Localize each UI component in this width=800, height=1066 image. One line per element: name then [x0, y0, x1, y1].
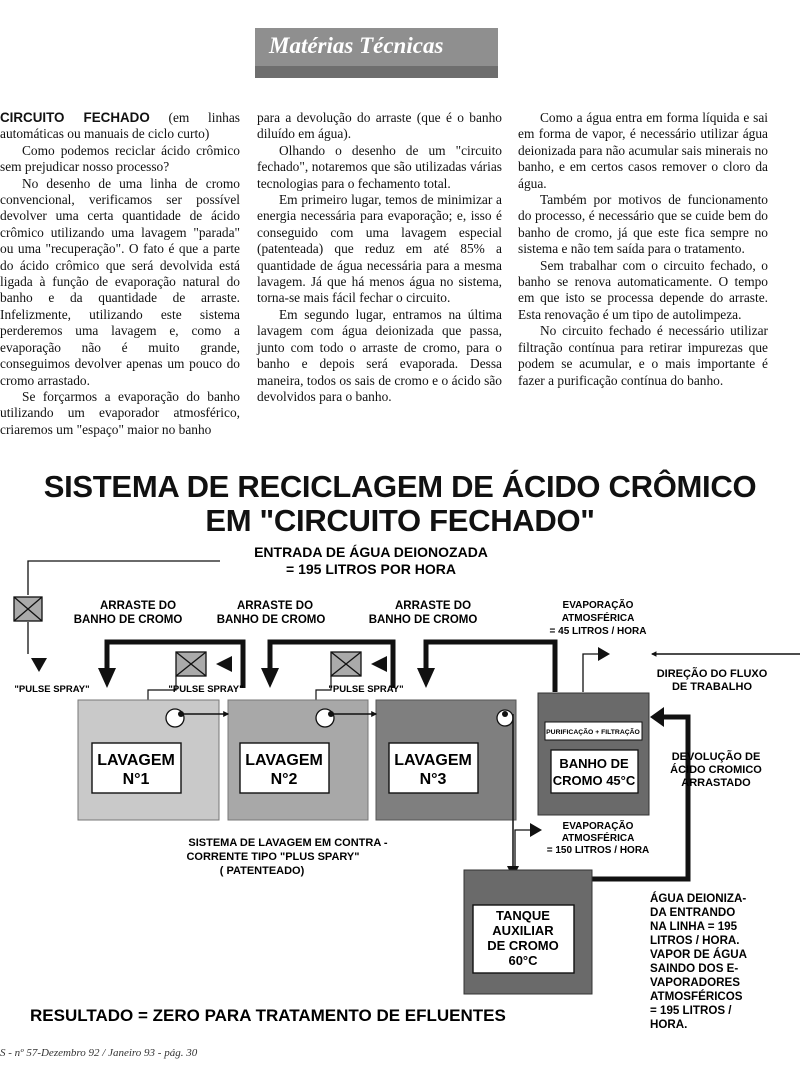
water-inlet-pipe	[28, 561, 220, 595]
paragraph: Como podemos reciclar ácido crômico sem prejudicar nosso processo?	[0, 142, 240, 175]
paragraph: Sem trabalhar com o circuito fechado, o banho se renova automaticamente. O tempo em que isto se processa depende do arraste. Esta renovação é um tipo de autolimpeza.	[518, 257, 768, 322]
rinse-2-label-b: N°2	[270, 771, 298, 788]
spray-nozzle-icon	[31, 658, 47, 672]
drag-label-1a: ARRASTE DO	[99, 600, 177, 612]
paragraph: Se forçarmos a evaporação do banho utilizando um evaporador atmosférico, criaremos um "espaço" maior no banho	[0, 388, 240, 437]
diagram-title-line-1: SISTEMA DE RECICLAGEM DE ÁCIDO CRÔMICO	[43, 469, 757, 504]
bath-label-b: CROMO 45°C	[552, 773, 636, 788]
return-label-1: DEVOLUÇÃO DE	[671, 751, 761, 763]
pulse-spray-label-2: "PULSE SPRAY"	[168, 684, 244, 695]
paragraph: Olhando o desenho de um "circuito fechado", notaremos que são utilizadas várias tecnologias para o fechamento total.	[257, 142, 502, 191]
drag-arrow-3-head	[417, 668, 435, 688]
return-arrow-head	[650, 707, 664, 727]
aux-evap-label-1: EVAPORAÇÃO	[562, 821, 634, 832]
flow-direction-label-1: DIREÇÃO DO FLUXO	[656, 668, 768, 680]
pulse-spray-valve-icon	[331, 652, 361, 676]
system-label-2: CORRENTE TIPO "PLUS SPARY"	[186, 851, 360, 863]
drag-arrow-2-head	[261, 668, 279, 688]
bath-vapor-pipe	[583, 654, 600, 692]
water-inlet-label-1: ENTRADA DE ÁGUA DEIONOZADA	[254, 544, 488, 560]
paragraph: Em primeiro lugar, temos de minimizar a energia necessária para evaporação; e, isso é conseguido com uma lavagem especial (patenteada) que reduz em até 85% a quantidade de água necessária para a mesma lavagem. Já que há menos água no sistema, torna-se mais fácil fechar o circuito.	[257, 192, 502, 306]
aux-evap-label-2: ATMOSFÉRICA	[561, 833, 635, 844]
aux-vapor-arrow	[530, 823, 542, 837]
aux-label-d: 60°C	[508, 953, 538, 968]
diagram-title-line-2: EM "CIRCUITO FECHADO"	[205, 503, 595, 538]
rinse-3-label-b: N°3	[419, 771, 447, 788]
bath-evap-label-3: = 45 LITROS / HORA	[549, 626, 647, 637]
note-line: LITROS / HORA.	[650, 934, 740, 947]
pulse-spray-valve-icon	[14, 597, 42, 621]
rinse-1-label-b: N°1	[122, 771, 150, 788]
drag-label-2a: ARRASTE DO	[236, 600, 314, 612]
aux-vapor-pipe	[515, 830, 532, 869]
drag-label-3a: ARRASTE DO	[394, 600, 472, 612]
paragraph: Em segundo lugar, entramos na última lavagem com água deionizada que passa, junto com todo o arraste de cromo, para o banho e depois será evaporada. Dessa maneira, todos os sais de cromo e o ácido são devolvidos para o banho.	[257, 306, 502, 404]
balance-note	[650, 892, 748, 1031]
water-inlet-label-2: = 195 LITROS POR HORA	[286, 561, 456, 577]
section-title: Matérias Técnicas	[269, 33, 444, 58]
system-label-1: SISTEMA DE LAVAGEM EM CONTRA -	[188, 837, 388, 849]
flow-direction-label-2: DE TRABALHO	[671, 681, 753, 693]
spray-nozzle-icon	[371, 656, 387, 672]
drag-label-2b: BANHO DE CROMO	[216, 614, 326, 626]
bath-label-a: BANHO DE	[559, 756, 629, 771]
note-line: ATMOSFÉRICOS	[650, 990, 743, 1003]
pulse-spray-label-3: "PULSE SPRAY"	[328, 684, 404, 695]
note-line: ÁGUA DEIONIZA-	[650, 892, 747, 905]
note-line: VAPORADORES	[650, 976, 740, 989]
rinse-tank-2	[228, 700, 368, 820]
drag-label-3b: BANHO DE CROMO	[368, 614, 478, 626]
auxiliary-tank	[464, 870, 592, 994]
lead-heading: CIRCUITO FECHADO	[0, 110, 150, 125]
chrome-bath-tank	[538, 693, 649, 815]
system-label-3: ( PATENTEADO)	[219, 865, 305, 877]
bath-evap-label-1: EVAPORAÇÃO	[562, 600, 634, 611]
drag-label-1b: BANHO DE CROMO	[73, 614, 183, 626]
paragraph: Como a água entra em forma líquida e sai em forma de vapor, é necessário utilizar água deionizada para não acumular sais minerais no banho, e em certos casos remover o cloro da água.	[518, 110, 768, 191]
note-line: DA ENTRANDO	[650, 906, 736, 919]
paragraph: No circuito fechado é necessário utilizar filtração contínua para retirar impurezas que podem se acumular, e o mais importante é fazer a purificação contínua do banho.	[518, 323, 768, 388]
rinse-2-label-a: LAVAGEM	[245, 752, 323, 769]
aux-label-a: TANQUE	[496, 908, 550, 923]
return-label-2: ÁCIDO CROMICO	[670, 764, 762, 776]
paragraph: para a devolução do arraste (que é o banho diluído em água).	[257, 110, 502, 142]
return-label-3: ARRASTADO	[681, 777, 751, 789]
rinse-tank-1	[78, 700, 219, 820]
spray-nozzle-icon	[216, 656, 232, 672]
drag-arrow-1-head	[98, 668, 116, 688]
rinse-tank-3	[376, 700, 516, 820]
pulse-spray-valve-icon	[176, 652, 206, 676]
drag-arrow-3-line	[426, 642, 555, 692]
note-line: = 195 LITROS /	[650, 1004, 732, 1017]
result-statement: RESULTADO = ZERO PARA TRATAMENTO DE EFLUENTES	[30, 1006, 506, 1025]
aux-label-b: AUXILIAR	[492, 923, 554, 938]
aux-label-c: DE CROMO	[487, 938, 559, 953]
note-line: SAINDO DOS E-	[650, 962, 739, 975]
note-line: VAPOR DE ÁGUA	[650, 948, 748, 961]
purification-label: PURIFICAÇÃO + FILTRAÇÃO	[546, 729, 640, 736]
bath-vapor-arrow	[598, 647, 610, 661]
bath-evap-label-2: ATMOSFÉRICA	[561, 613, 635, 624]
paragraph: No desenho de uma linha de cromo convencional, verificamos ser possível devolver uma certa quantidade de ácido crômico utilizando uma lavagem "parada" ou uma "recuperação". O fato é que a parte do ácido crômico que será devolvida está ligada à função de evaporação natural do banho e da quantidade de arraste. Infelizmente, utilizando este sistema perderemos uma lavagem e, como a evaporação não é muito grande, conseguimos devolver apenas um pouco do cromo arrastado.	[0, 175, 240, 388]
pulse-spray-label-1: "PULSE SPRAY"	[14, 684, 90, 695]
lead-rest: (em linhas automáticas ou manuais de ciclo curto)	[0, 110, 241, 142]
paragraph: Também por motivos de funcionamento do processo, é necessário que se cuide bem do banho de cromo, já que este fica sempre no sistema e não tem saída para o tratamento.	[518, 192, 768, 257]
aux-evap-label-3: = 150 LITROS / HORA	[546, 845, 650, 856]
rinse-3-label-a: LAVAGEM	[394, 752, 472, 769]
page-footer: S - nº 57-Dezembro 92 / Janeiro 93 - pág. 30	[0, 1047, 198, 1059]
note-line: NA LINHA = 195	[650, 920, 738, 933]
note-line: HORA.	[650, 1018, 688, 1031]
rinse-1-label-a: LAVAGEM	[97, 752, 175, 769]
